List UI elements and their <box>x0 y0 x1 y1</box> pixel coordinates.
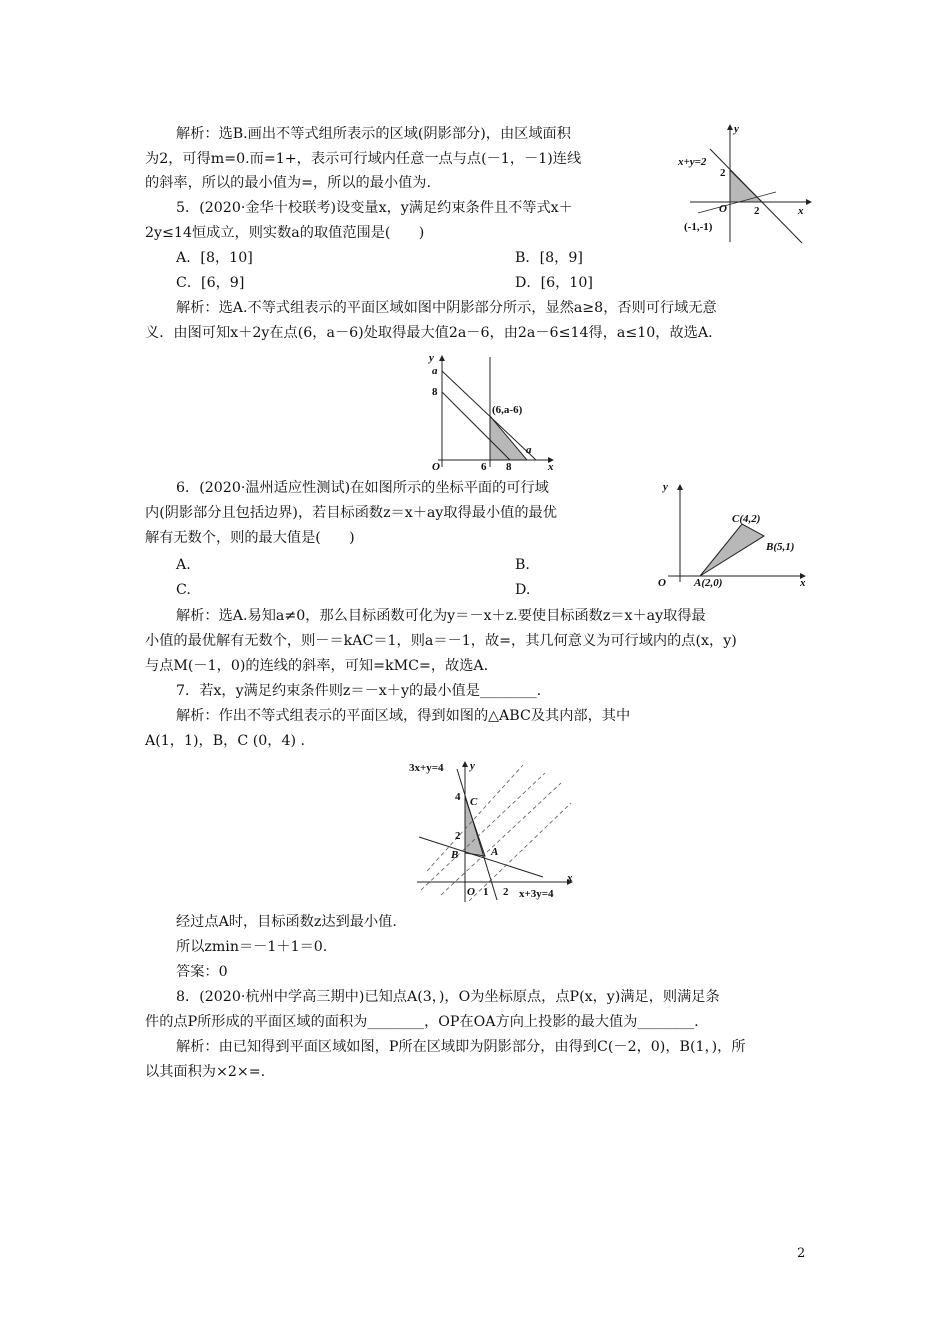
fig4-label-line1: 3x+y=4 <box>409 762 444 774</box>
fig4-origin: O <box>467 886 475 898</box>
fig1-tick-x2: 2 <box>754 205 760 217</box>
line-8: C．[6，9] <box>176 275 245 291</box>
fig1-tick-y2: 2 <box>720 167 726 179</box>
line-11: 义．由图可知x＋2y在点(6，a－6)处取得最大值2a－6，由2a－6≤14得，a≤10，故选A. <box>145 325 713 341</box>
fig4-tick-2: 2 <box>455 830 461 842</box>
fig4-label-y: y <box>470 760 475 772</box>
fig1-y-arrow <box>727 124 733 130</box>
fig4-label-line2: x+3y=4 <box>519 888 554 900</box>
line-17: C. <box>176 582 191 598</box>
fig2-tick-8: 8 <box>432 386 438 398</box>
fig4-label-B: B <box>451 849 459 861</box>
fig2-tick-8b: 8 <box>506 461 512 473</box>
line-29: 件的点P所形成的平面区域的面积为________，OP在OA方向上投影的最大值为________. <box>145 1014 699 1030</box>
line-23: 解析：作出不等式组表示的平面区域，得到如图的△ABC及其内部，其中 <box>176 708 631 724</box>
line-10: 解析：选A.不等式组表示的平面区域如图中阴影部分所示，显然a≥8，否则可行域无意 <box>176 300 717 316</box>
line-31: 以其面积为×2×=. <box>145 1064 266 1080</box>
line-27: 答案：0 <box>176 964 228 980</box>
line-20: 小值的最优解有无数个，则－＝kAC＝1，则a＝－1，故=，其几何意义为可行域内的点(x，y) <box>145 633 737 649</box>
fig3-origin: O <box>658 577 666 589</box>
fig1-line-x-plus-y <box>710 149 802 243</box>
line-18: D. <box>515 582 531 598</box>
line-21: 与点M(－1，0)的连线的斜率，可知=kMC=，故选A. <box>145 658 489 674</box>
line-2: 为2，可得m=0.而=1+，表示可行域内任意一点与点(－1，－1)连线 <box>145 151 582 167</box>
line-6: A．[8，10] <box>176 250 253 266</box>
line-12: 6．(2020·温州适应性测试)在如图所示的坐标平面的可行域 <box>176 480 549 496</box>
line-9: D．[6，10] <box>515 275 593 291</box>
fig2-label-x: x <box>548 461 554 473</box>
fig1-label-line: x+y=2 <box>678 156 707 168</box>
fig2-origin: O <box>432 461 440 473</box>
fig4-tick-x2: 2 <box>503 886 509 898</box>
line-1: 解析：选B.画出不等式组所表示的区域(阴影部分)，由区域面积 <box>176 126 571 142</box>
figure-3 <box>648 478 818 590</box>
line-25: 经过点A时，目标函数z达到最小值. <box>176 914 397 930</box>
fig2-label-a-top: a <box>432 365 438 377</box>
line-13: 内(阴影部分且包括边界)，若目标函数z＝x＋ay取得最小值的最优 <box>145 505 557 521</box>
fig2-tick-6: 6 <box>481 461 487 473</box>
fig3-label-B: B(5,1) <box>766 541 795 553</box>
line-30: 解析：由已知得到平面区域如图，P所在区域即为阴影部分，由得到C(－2，0)，B(1，)，所 <box>176 1039 746 1055</box>
line-7: B．[8，9] <box>515 250 583 266</box>
line-24: A(1，1)，B，C (0，4) . <box>145 733 306 749</box>
line-22: 7．若x，y满足约束条件则z＝－x＋y的最小值是________. <box>176 683 542 699</box>
fig4-label-C: C <box>470 796 478 808</box>
page-number: 2 <box>797 1246 806 1261</box>
fig4-label-x: x <box>567 872 573 884</box>
fig2-y-arrow <box>439 355 445 361</box>
line-4: 5．(2020·金华十校联考)设变量x，y满足约束条件且不等式x＋ <box>176 200 573 216</box>
figure-1 <box>676 118 826 248</box>
fig2-label-a-right: a <box>526 444 532 456</box>
fig2-point-label: (6,a-6) <box>492 404 523 416</box>
fig3-label-x: x <box>800 577 806 589</box>
fig2-shaded-region <box>490 416 527 460</box>
fig3-label-y: y <box>663 481 668 493</box>
fig4-y-arrow <box>462 761 468 767</box>
line-16: B. <box>515 557 530 573</box>
fig4-tick-4: 4 <box>455 791 461 803</box>
fig3-shaded-region <box>700 524 764 576</box>
line-19: 解析：选A.易知a≠0，那么目标函数可化为y＝－x＋z.要使目标函数z＝x＋ay取得最 <box>176 608 706 624</box>
fig1-label-y: y <box>734 123 739 135</box>
fig3-label-A: A(2,0) <box>694 577 723 589</box>
line-5: 2y≤14恒成立，则实数a的取值范围是( ) <box>145 225 425 241</box>
fig1-x-arrow <box>806 199 812 205</box>
fig3-y-arrow <box>677 484 683 490</box>
fig4-tick-x1: 1 <box>483 886 489 898</box>
fig1-label-x: x <box>798 205 804 217</box>
fig1-origin: O <box>719 203 727 215</box>
line-15: A. <box>176 557 191 573</box>
fig4-label-A: A <box>491 846 499 858</box>
line-26: 所以zmin＝－1＋1＝0. <box>176 939 328 955</box>
fig1-point-label: (-1,-1) <box>684 221 713 233</box>
figure-2 <box>420 349 570 475</box>
line-28: 8．(2020·杭州中学高三期中)已知点A(3，)，O为坐标原点，点P(x，y)满足，则满足条 <box>176 989 720 1005</box>
fig3-label-C: C(4,2) <box>732 513 761 525</box>
line-3: 的斜率，所以的最小值为=，所以的最小值为. <box>145 175 431 191</box>
figure-4 <box>405 755 585 907</box>
line-14: 解有无数个，则的最大值是( ) <box>145 530 355 546</box>
fig4-dashed-1 <box>421 773 545 890</box>
fig2-label-y: y <box>429 352 434 364</box>
